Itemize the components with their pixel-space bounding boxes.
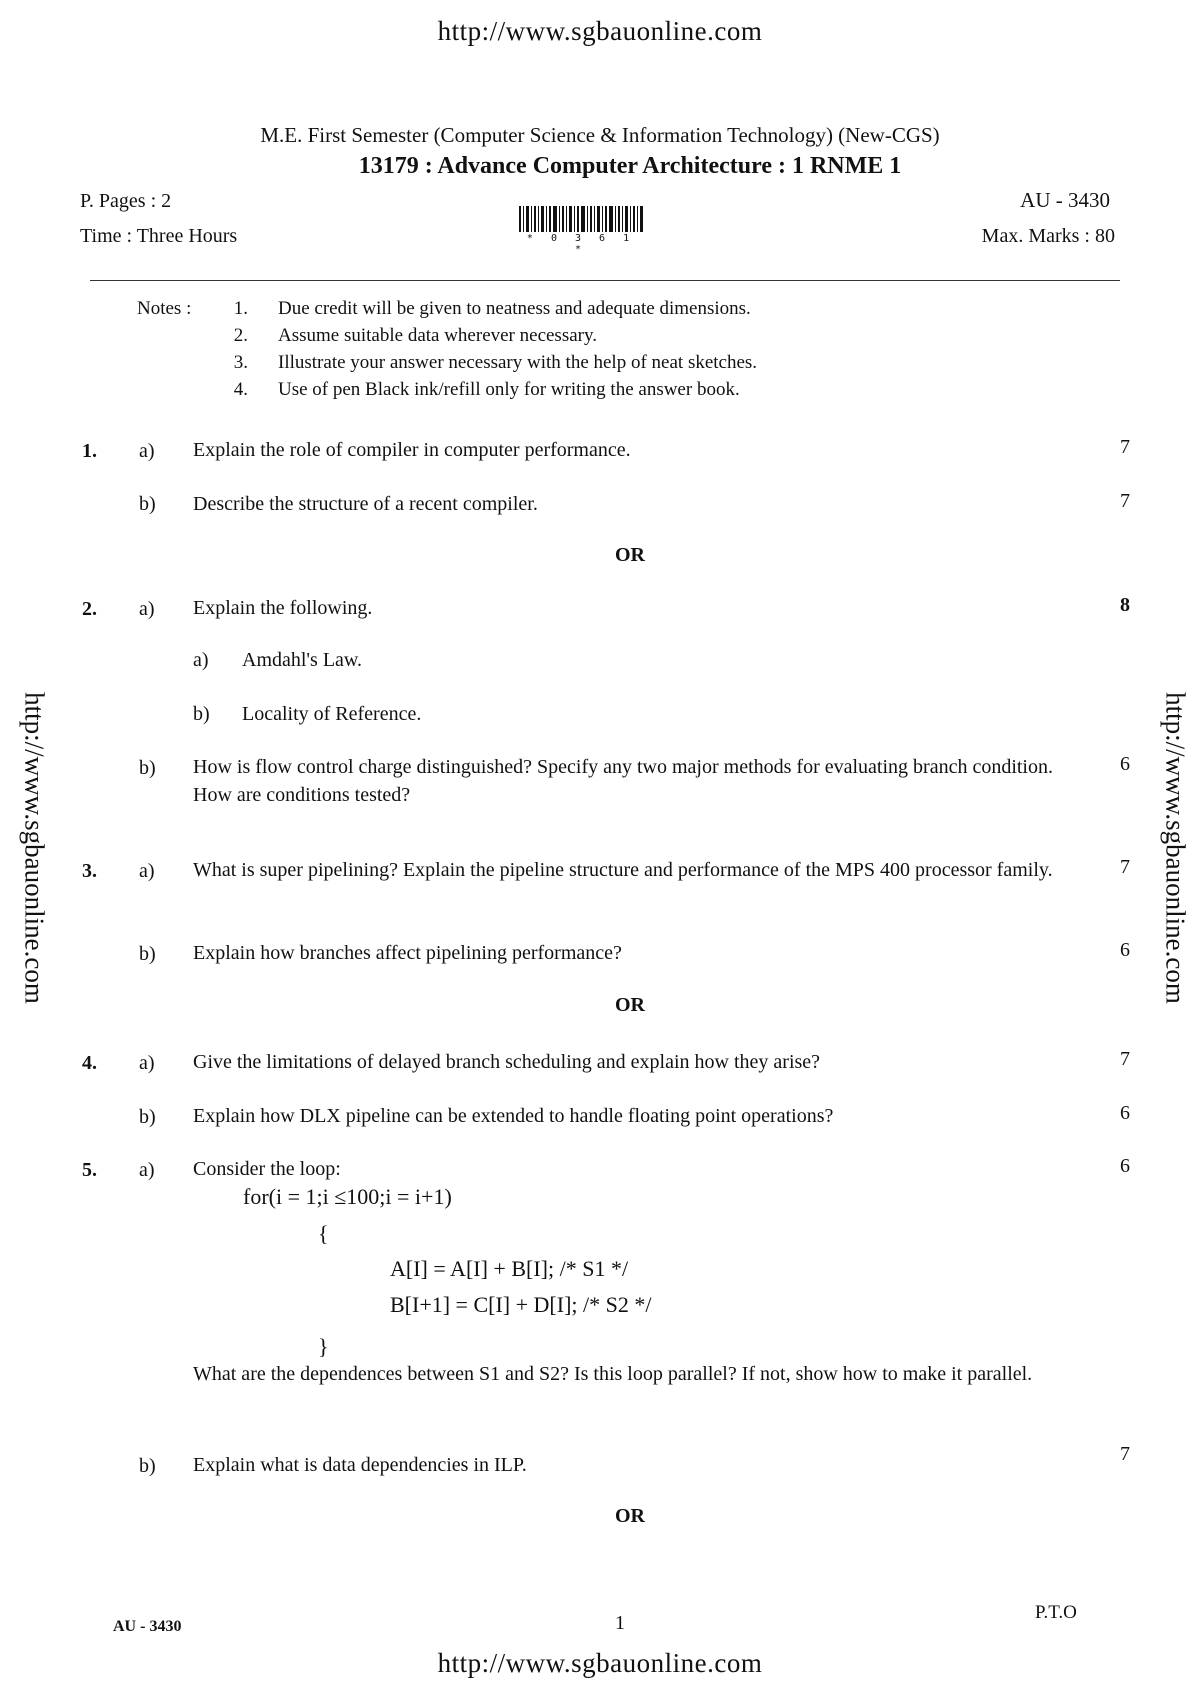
code-loop-header: for(i = 1;i ≤100;i = i+1) <box>243 1184 452 1209</box>
question-text: Consider the loop: <box>193 1158 341 1180</box>
subquestion-label: b) <box>139 943 156 965</box>
question-marks: 6 <box>1120 1102 1130 1124</box>
pto-label: P.T.O <box>1035 1602 1077 1623</box>
note-text: Illustrate your answer necessary with the help of neat sketches. <box>278 352 758 373</box>
question-marks: 6 <box>1120 1155 1130 1177</box>
note-text: Use of pen Black ink/refill only for writing the answer book. <box>278 379 740 400</box>
subquestion-label: b) <box>139 493 156 515</box>
question-text: Explain the role of compiler in computer performance. <box>193 439 631 461</box>
header-divider <box>90 280 1120 281</box>
course-line: M.E. First Semester (Computer Science & Information Technology) (New-CGS) <box>260 123 940 147</box>
question-text: Explain how branches affect pipelining performance? <box>193 942 622 964</box>
question-number: 5. <box>82 1159 97 1181</box>
nested-label: b) <box>193 703 210 725</box>
subquestion-label: a) <box>139 1159 155 1181</box>
subquestion-label: b) <box>139 1106 156 1128</box>
code-statement-s2: B[I+1] = C[I] + D[I]; /* S2 */ <box>390 1292 652 1317</box>
question-text: Describe the structure of a recent compiler. <box>193 493 538 515</box>
nested-text: Locality of Reference. <box>242 703 422 725</box>
question-marks: 8 <box>1120 594 1130 616</box>
code-statement-s1: A[I] = A[I] + B[I]; /* S1 */ <box>390 1256 629 1281</box>
or-separator: OR <box>615 544 645 566</box>
question-number: 1. <box>82 440 97 462</box>
or-separator: OR <box>615 1505 645 1527</box>
subquestion-label: a) <box>139 860 155 882</box>
page-count: P. Pages : 2 <box>80 190 172 212</box>
question-marks: 6 <box>1120 753 1130 775</box>
subquestion-label: a) <box>139 440 155 462</box>
question-number: 2. <box>82 598 97 620</box>
question-text: What are the dependences between S1 and S2? Is this loop parallel? If not, show how to make it parallel. <box>193 1363 1033 1385</box>
nested-label: a) <box>193 649 209 671</box>
question-number: 3. <box>82 860 97 882</box>
question-marks: 7 <box>1120 1048 1130 1070</box>
question-marks: 7 <box>1120 1443 1130 1465</box>
footer-paper-code: AU - 3430 <box>113 1618 182 1635</box>
note-text: Assume suitable data wherever necessary. <box>278 325 598 346</box>
note-number: 1. <box>233 298 248 319</box>
max-marks: Max. Marks : 80 <box>981 225 1115 247</box>
question-text: How is flow control charge distinguished? Specify any two major methods for evaluating branch condition. How are conditions tested? <box>193 756 1053 806</box>
nested-text: Amdahl's Law. <box>242 649 363 671</box>
code-open-brace: { <box>318 1221 329 1246</box>
subquestion-label: a) <box>139 1052 155 1074</box>
note-text: Due credit will be given to neatness and adequate dimensions. <box>278 298 751 319</box>
question-text: Explain what is data dependencies in ILP. <box>193 1454 527 1476</box>
question-marks: 7 <box>1120 490 1130 512</box>
question-marks: 6 <box>1120 939 1130 961</box>
paper-title: 13179 : Advance Computer Architecture : 1 RNME 1 <box>358 153 902 179</box>
exam-time: Time : Three Hours <box>80 225 238 247</box>
barcode-image <box>519 206 643 232</box>
notes-label: Notes : <box>137 298 192 319</box>
page-number: 1 <box>615 1612 625 1634</box>
watermark-url-left: http://www.sgbauonline.com <box>19 692 50 1004</box>
note-number: 2. <box>233 325 248 346</box>
question-text: Explain the following. <box>193 597 373 619</box>
watermark-url-bottom: http://www.sgbauonline.com <box>437 1648 763 1678</box>
subquestion-label: a) <box>139 598 155 620</box>
subquestion-label: b) <box>139 1455 156 1477</box>
watermark-url-top: http://www.sgbauonline.com <box>437 16 763 46</box>
barcode-number: * 0 3 6 1 * <box>526 233 636 255</box>
question-text: Give the limitations of delayed branch scheduling and explain how they arise? <box>193 1051 821 1073</box>
question-marks: 7 <box>1120 856 1130 878</box>
subquestion-label: b) <box>139 757 156 779</box>
question-text: Explain how DLX pipeline can be extended to handle floating point operations? <box>193 1105 834 1127</box>
question-text: What is super pipelining? Explain the pipeline structure and performance of the MPS 400 processor family. <box>193 859 1053 881</box>
code-close-brace: } <box>318 1334 329 1359</box>
question-marks: 7 <box>1120 436 1130 458</box>
or-separator: OR <box>615 994 645 1016</box>
watermark-url-right: http://www.sgbauonline.com <box>1160 692 1191 1004</box>
question-number: 4. <box>82 1052 97 1074</box>
note-number: 4. <box>233 379 248 400</box>
paper-code: AU - 3430 <box>1020 188 1110 212</box>
note-number: 3. <box>233 352 248 373</box>
